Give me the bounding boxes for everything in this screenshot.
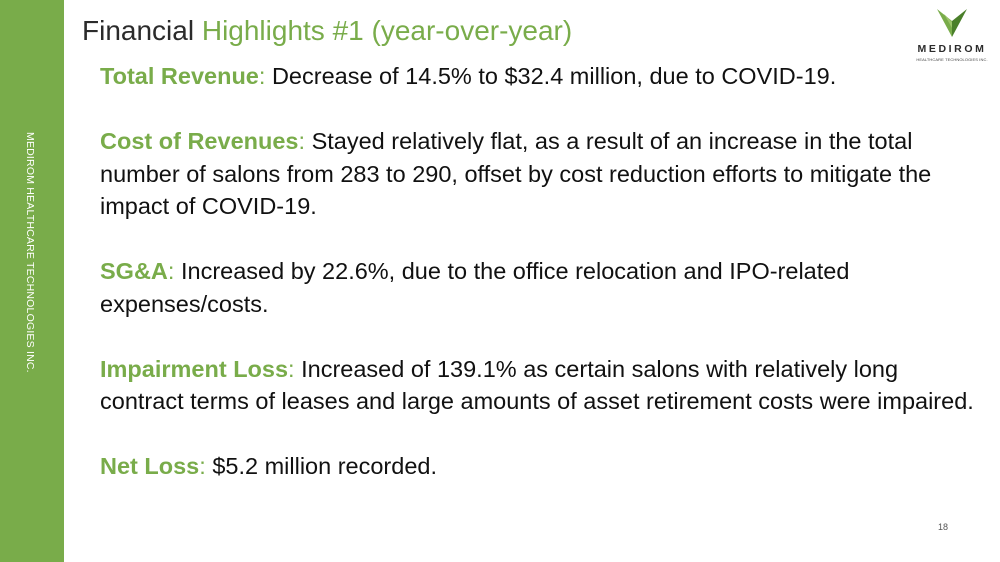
slide-title	[82, 14, 572, 48]
highlight-label: SG&A	[100, 258, 168, 284]
company-logo	[912, 6, 990, 66]
highlight-label: Cost of Revenues	[100, 128, 299, 154]
highlight-text: Decrease of 14.5% to $32.4 million, due to COVID-19.	[271, 63, 837, 89]
highlight-label: Total Revenue	[100, 63, 259, 89]
title-main: Financial	[82, 15, 195, 46]
highlight-text: Increased by 22.6%, due to the office relocation and IPO-related expenses/costs.	[100, 258, 850, 317]
highlight-text: $5.2 million recorded.	[212, 453, 437, 479]
highlight-label: Net Loss	[100, 453, 200, 479]
highlight-impairment-loss: Impairment Loss: Increased of 139.1% as certain salons with relatively long contract terms of leases and large amounts of asset retirement costs were impaired.	[100, 355, 974, 414]
highlight-net-loss: Net Loss: $5.2 million recorded.	[100, 453, 437, 479]
page-number: 18	[938, 522, 949, 532]
title-accent: Highlights #1 (year-over-year)	[201, 15, 573, 46]
leaf-logo-icon	[936, 6, 968, 38]
sidebar-company-name: MEDIROM HEALTHCARE TECHNOLOGIES INC.	[24, 132, 36, 373]
logo-subtitle: HEALTHCARE TECHNOLOGIES INC.	[916, 57, 988, 62]
highlight-label: Impairment Loss	[100, 355, 289, 382]
highlight-total-revenue: Total Revenue: Decrease of 14.5% to $32.4 million, due to COVID-19.	[100, 63, 837, 89]
logo-wordmark: MEDIROM	[917, 43, 987, 55]
highlight-cost-of-revenues: Cost of Revenues: Stayed relatively flat, as a result of an increase in the total number of salons from 283 to 290, offset by cost reduction efforts to mitigate the impact of COVID-19.	[100, 128, 932, 219]
sidebar-band	[0, 0, 64, 562]
highlight-text: Increased of 139.1% as certain salons with relatively long contract terms of leases and large amounts of asset retirement costs were impaired.	[100, 355, 974, 414]
highlight-sga: SG&A: Increased by 22.6%, due to the office relocation and IPO-related expenses/costs.	[100, 258, 850, 317]
highlights-list	[100, 60, 980, 483]
highlight-text: Stayed relatively flat, as a result of an increase in the total number of salons from 283 to 290, offset by cost reduction efforts to mitigate the impact of COVID-19.	[100, 128, 932, 219]
